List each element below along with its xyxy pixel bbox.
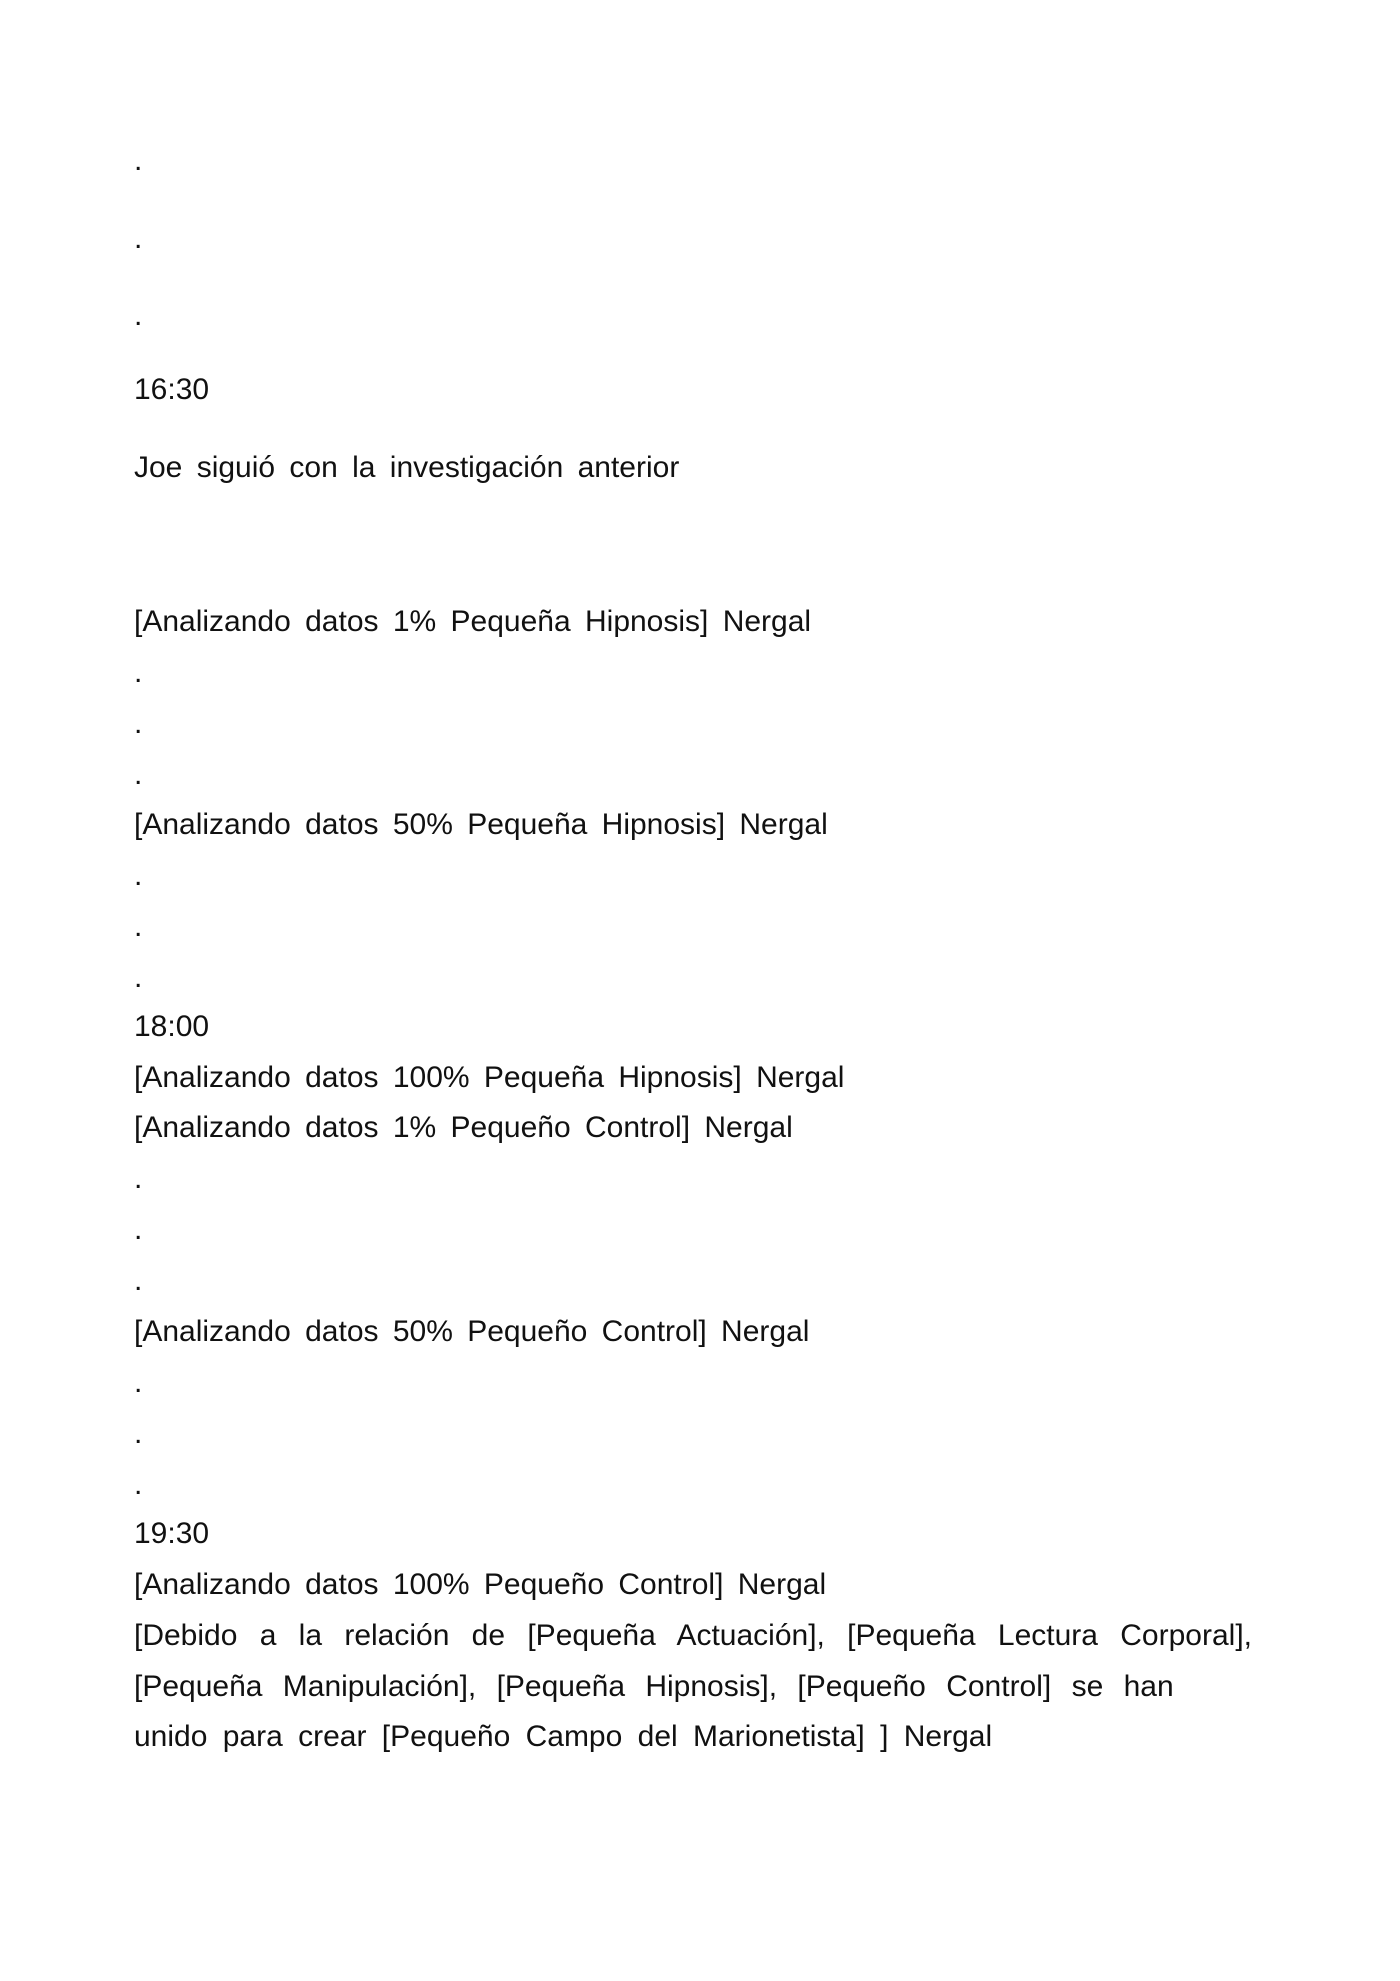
system-message: unido para crear [Pequeño Campo del Marionetista] ] Nergal: [134, 1720, 993, 1753]
ellipsis-dot: .: [134, 299, 143, 332]
system-message: [Analizando datos 100% Pequeño Control] Nergal: [134, 1568, 827, 1601]
system-message: [Analizando datos 1% Pequeña Hipnosis] Nergal: [134, 605, 812, 638]
ellipsis-dot: .: [134, 1213, 143, 1246]
ellipsis-dot: .: [134, 910, 143, 943]
ellipsis-dot: .: [134, 1417, 143, 1450]
ellipsis-dot: .: [134, 1264, 143, 1297]
time-heading: 19:30: [134, 1517, 210, 1550]
time-heading: 18:00: [134, 1010, 210, 1043]
ellipsis-dot: .: [134, 656, 143, 689]
system-message: [Analizando datos 50% Pequeño Control] Nergal: [134, 1315, 810, 1348]
ellipsis-dot: .: [134, 1366, 143, 1399]
system-message: [Analizando datos 100% Pequeña Hipnosis] Nergal: [134, 1061, 845, 1094]
ellipsis-dot: .: [134, 144, 143, 177]
time-heading: 16:30: [134, 373, 210, 406]
ellipsis-dot: .: [134, 707, 143, 740]
ellipsis-dot: .: [134, 1468, 143, 1501]
system-message: [Debido a la relación de [Pequeña Actuación], [Pequeña Lectura Corporal],: [134, 1619, 1252, 1652]
narrative-line: Joe siguió con la investigación anterior: [134, 451, 680, 484]
ellipsis-dot: .: [134, 222, 143, 255]
ellipsis-dot: .: [134, 961, 143, 994]
ellipsis-dot: .: [134, 859, 143, 892]
ellipsis-dot: .: [134, 758, 143, 791]
system-message: [Analizando datos 50% Pequeña Hipnosis] Nergal: [134, 808, 828, 841]
system-message: [Pequeña Manipulación], [Pequeña Hipnosis], [Pequeño Control] se han: [134, 1670, 1174, 1703]
system-message: [Analizando datos 1% Pequeño Control] Nergal: [134, 1111, 793, 1144]
ellipsis-dot: .: [134, 1162, 143, 1195]
